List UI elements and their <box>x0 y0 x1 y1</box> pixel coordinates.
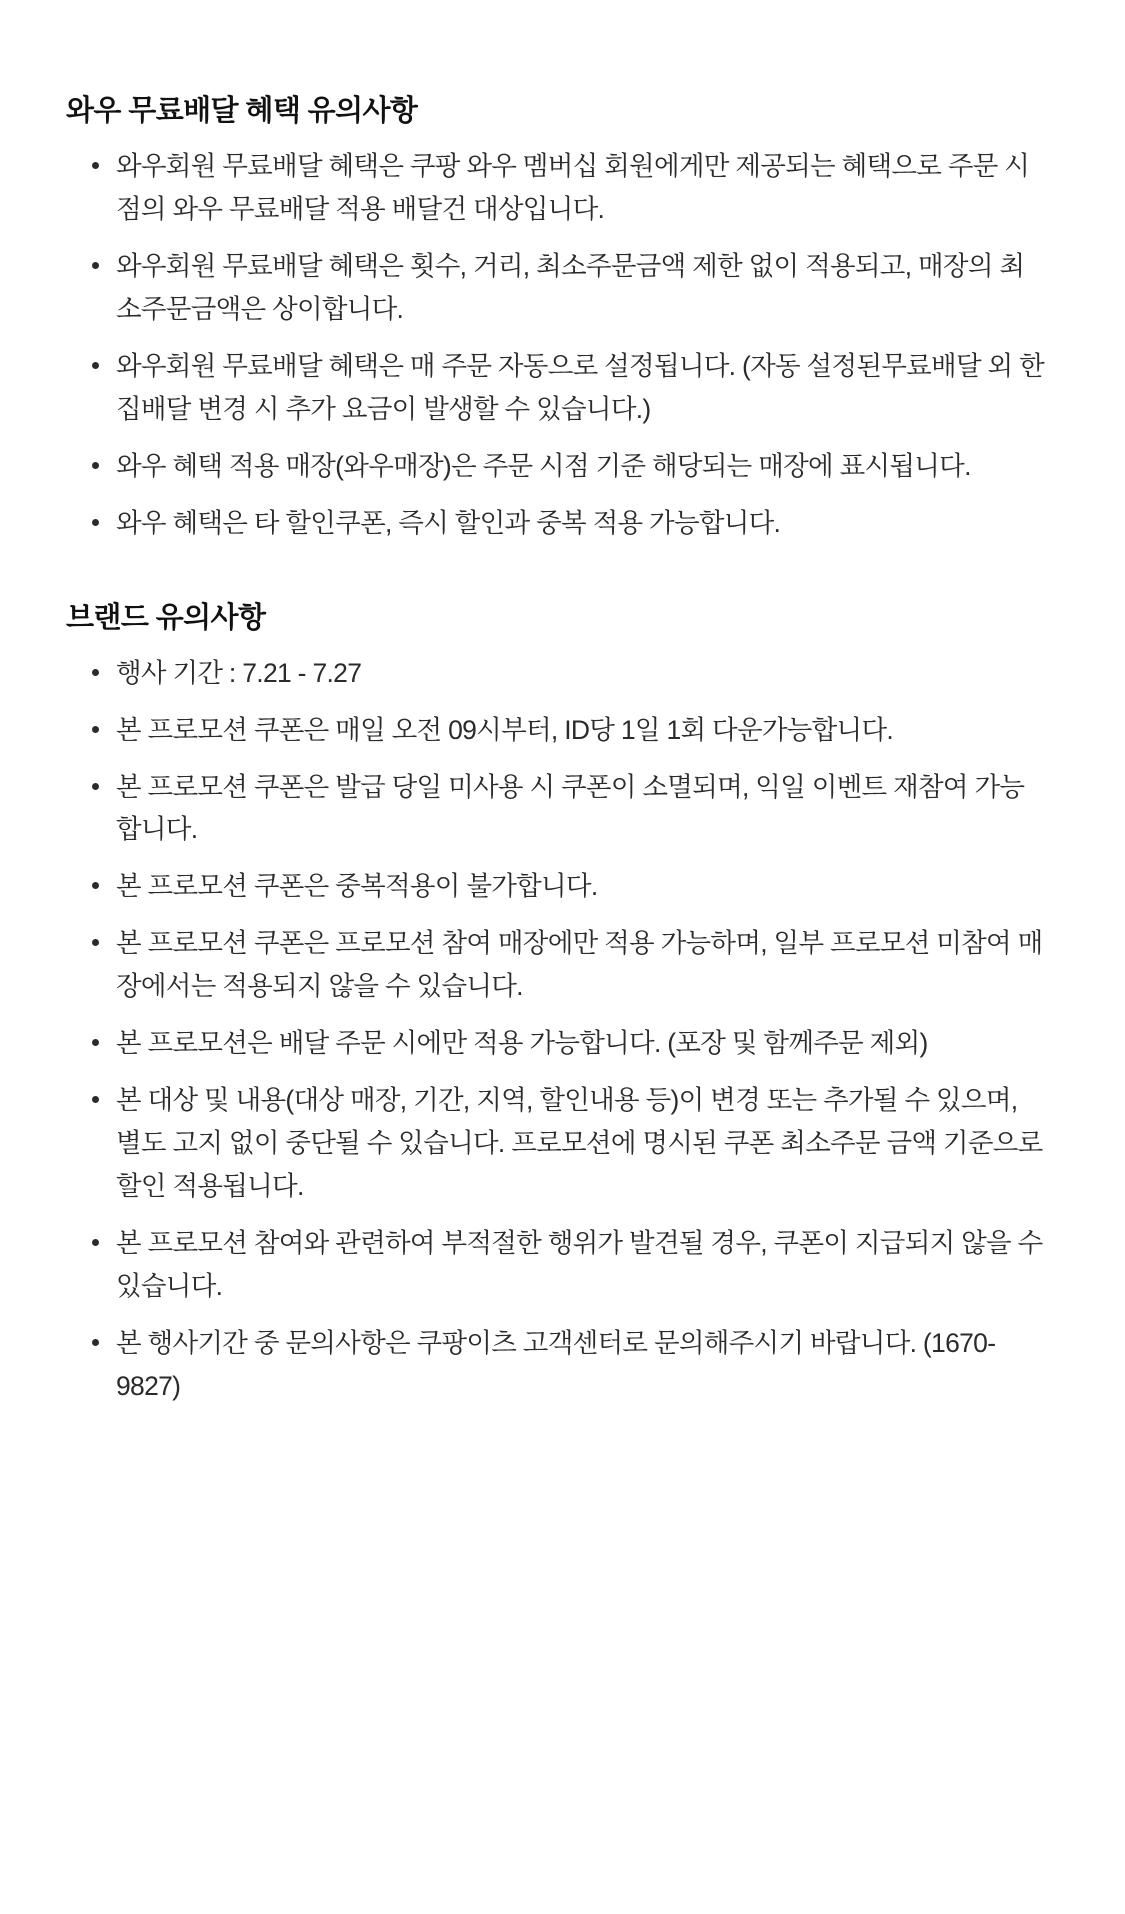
list-item <box>66 766 1046 852</box>
list-item-text: 본 대상 및 내용(대상 매장, 기간, 지역, 할인내용 등)이 변경 또는 추가될 수 있으며, 별도 고지 없이 중단될 수 있습니다. 프로모션에 명시된 쿠폰 최소주문 금액 기준으로 할인 적용됩니다. <box>116 1085 1043 1201</box>
bullet-icon <box>92 462 99 469</box>
bullet-icon <box>92 1039 99 1046</box>
bullet-icon <box>92 262 99 269</box>
list-item-text: 본 프로모션 참여와 관련하여 부적절한 행위가 발견될 경우, 쿠폰이 지급되지 않을 수 있습니다. <box>116 1227 1043 1301</box>
bullet-icon <box>92 1096 99 1103</box>
list-item-text: 와우회원 무료배달 혜택은 횟수, 거리, 최소주문금액 제한 없이 적용되고, 매장의 최소주문금액은 상이합니다. <box>116 250 1025 324</box>
list-item <box>66 145 1046 231</box>
section-wow-free-delivery <box>66 92 1059 545</box>
list-item <box>66 922 1046 1008</box>
list-item <box>66 245 1046 331</box>
bullet-icon <box>92 1239 99 1246</box>
list-item-text: 행사 기간 : 7.21 - 7.27 <box>116 657 362 688</box>
list-item-text: 본 프로모션 쿠폰은 매일 오전 09시부터, ID당 1일 1회 다운가능합니다. <box>116 714 894 745</box>
list-item <box>66 709 1046 752</box>
list-item <box>66 445 1046 488</box>
list-item <box>66 1022 1046 1065</box>
list-item <box>66 1222 1046 1308</box>
bullet-icon <box>92 669 99 676</box>
list-item-text: 본 행사기간 중 문의사항은 쿠팡이츠 고객센터로 문의해주시기 바랍니다. (1670-9827) <box>116 1327 996 1401</box>
list-item <box>66 345 1046 431</box>
bullet-icon <box>92 1339 99 1346</box>
bullet-icon <box>92 162 99 169</box>
list-item-text: 와우 혜택 적용 매장(와우매장)은 주문 시점 기준 해당되는 매장에 표시됩니다. <box>116 450 971 481</box>
list-item-text: 본 프로모션 쿠폰은 프로모션 참여 매장에만 적용 가능하며, 일부 프로모션 미참여 매장에서는 적용되지 않을 수 있습니다. <box>116 928 1043 1002</box>
list-item <box>66 652 1046 695</box>
list-item-text: 본 프로모션 쿠폰은 중복적용이 불가합니다. <box>116 871 598 902</box>
bullet-icon <box>92 882 99 889</box>
bullet-icon <box>92 726 99 733</box>
notice-list-brand <box>66 652 1059 1408</box>
list-item-text: 와우 혜택은 타 할인쿠폰, 즉시 할인과 중복 적용 가능합니다. <box>116 507 781 538</box>
list-item <box>66 865 1046 908</box>
section-brand-notice <box>66 599 1059 1408</box>
list-item <box>66 1322 1046 1408</box>
bullet-icon <box>92 783 99 790</box>
list-item <box>66 1079 1046 1208</box>
bullet-icon <box>92 939 99 946</box>
bullet-icon <box>92 362 99 369</box>
notice-list-wow <box>66 145 1059 544</box>
section-title: 브랜드 유의사항 <box>66 601 266 634</box>
bullet-icon <box>92 519 99 526</box>
section-title: 와우 무료배달 혜택 유의사항 <box>66 95 418 127</box>
list-item-text: 와우회원 무료배달 혜택은 매 주문 자동으로 설정됩니다. (자동 설정된무료배달 외 한집배달 변경 시 추가 요금이 발생할 수 있습니다.) <box>116 350 1044 424</box>
list-item-text: 와우회원 무료배달 혜택은 쿠팡 와우 멤버십 회원에게만 제공되는 혜택으로 주문 시점의 와우 무료배달 적용 배달건 대상입니다. <box>116 151 1030 225</box>
list-item-text: 본 프로모션은 배달 주문 시에만 적용 가능합니다. (포장 및 함께주문 제외) <box>116 1028 928 1059</box>
list-item-text: 본 프로모션 쿠폰은 발급 당일 미사용 시 쿠폰이 소멸되며, 익일 이벤트 재참여 가능합니다. <box>116 771 1025 845</box>
list-item <box>66 502 1046 545</box>
